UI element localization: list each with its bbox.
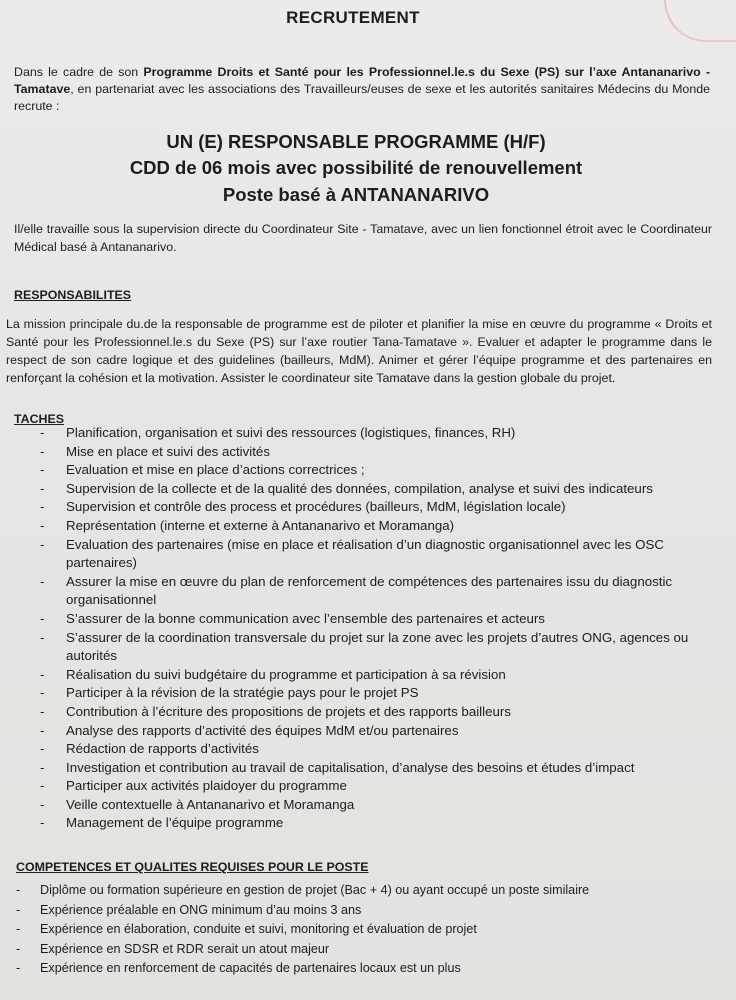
dash-bullet: - [40,815,45,831]
intro-part2: , en partenariat avec les associations des Travailleurs/euses de sexe et les autorités sanitaires Médecins du Monde recrute : [14,82,710,113]
dash-bullet: - [16,902,21,917]
page-title: RECRUTEMENT [286,8,420,27]
dash-bullet: - [40,425,45,440]
list-item: - Evaluation et mise en place d’actions correctrices ; [0,461,716,480]
list-item: - Planification, organisation et suivi des ressources (logistiques, finances, RH) [0,424,716,443]
dash-bullet: - [40,685,45,701]
list-item: - Participer à la révision de la stratégie pays pour le projet PS [0,684,716,703]
taches-heading: TACHES [14,412,65,426]
list-item: - Diplôme ou formation supérieure en gestion de projet (Bac + 4) ou ayant occupé un poste similaire [0,881,720,901]
dash-bullet: - [16,941,21,956]
dash-bullet: - [40,443,45,459]
list-item: - Assurer la mise en œuvre du plan de renforcement de compétences des partenaires issu du diagnostic organisationnel [40,573,673,608]
dash-bullet: - [40,573,45,589]
list-item: - Mise en place et suivi des activités [0,443,716,462]
headline-location: Poste basé à ANTANANARIVO [222,184,490,205]
dash-bullet: - [40,480,45,496]
list-item: - Expérience en renforcement de capacités de partenaires locaux est un plus [0,959,720,979]
competences-heading: COMPETENCES ET QUALITES REQUISES POUR LE POSTE [16,860,369,874]
list-item: - Expérience en élaboration, conduite et suivi, monitoring et évaluation de projet [0,920,720,940]
dash-bullet: - [40,759,45,775]
list-item: - Management de l’équipe programme [0,814,716,833]
supervision-paragraph: Il/elle travaille sous la supervision directe du Coordinateur Site - Tamatave, avec un lien fonctionnel étroit avec le Coordinateur Médical basé à Antananarivo. [14,222,712,254]
dash-bullet: - [16,883,21,897]
intro-program-name: Programme Droits et Santé pour les Professionnel.le.s du Sexe (PS) sur l’axe Antananarivo - Tamatave [14,65,710,96]
list-item: - Contribution à l’écriture des propositions de projets et des rapports bailleurs [0,703,716,722]
list-item: - Rédaction de rapports d’activités [0,740,716,759]
dash-bullet: - [40,629,45,645]
list-item: - S’assurer de la coordination transversale du projet sur la zone avec les projets d’autres ONG, agences ou autorités [40,629,689,664]
list-item: - Investigation et contribution au travail de capitalisation, d’analyse des besoins et études d’impact [0,759,716,778]
dash-bullet: - [40,741,45,757]
dash-bullet: - [40,722,45,738]
list-item: - Supervision de la collecte et de la qualité des données, compilation, analyse et suivi des indicateurs [0,480,716,499]
list-item: - Participer aux activités plaidoyer du programme [0,777,716,796]
list-item: - Evaluation des partenaires (mise en place et réalisation d’un diagnostic organisationnel avec les OSC partenaires) [40,536,664,571]
list-item: - S’assurer de la bonne communication avec l’ensemble des partenaires et acteurs [0,610,716,629]
headline-position: UN (E) RESPONSABLE PROGRAMME (H/F) [166,131,546,152]
dash-bullet: - [40,536,45,552]
dash-bullet: - [40,610,45,626]
list-item: - Expérience préalable en ONG minimum d’au moins 3 ans [0,901,720,921]
dash-bullet: - [40,778,45,794]
dash-bullet: - [40,462,45,478]
list-item: - Réalisation du suivi budgétaire du programme et participation à sa révision [0,666,716,685]
intro-part1: Dans le cadre de son [14,65,144,79]
list-item: - Analyse des rapports d’activité des équipes MdM et/ou partenaires [0,722,716,741]
dash-bullet: - [40,666,45,682]
list-item: - Veille contextuelle à Antananarivo et Moramanga [0,796,716,815]
list-item: - Supervision et contrôle des process et procédures (bailleurs, MdM, législation locale) [0,498,716,517]
taches-list [0,424,736,833]
list-item: - Représentation (interne et externe à Antananarivo et Moramanga) [0,517,716,536]
intro-paragraph [14,64,710,115]
competences-list [0,881,736,979]
responsabilites-paragraph: La mission principale du.de la responsable de programme est de piloter et planifier la mise en œuvre du programme « Droits et Santé pour les Professionnel.le.s du Sexe (PS) sur l’axe routier Tana-Tamatave ». Evaluer et adapter le programme dans le respect de son cadre logique et des guidelines (bailleurs, MdM). Animer et gérer l’équipe programme et des partenaires en renforçant la cohésion et la motivation. Assister le coordinateur site Tamatave dans la gestion globale du projet. [6,317,712,385]
dash-bullet: - [40,703,45,719]
dash-bullet: - [16,922,21,937]
dash-bullet: - [40,796,45,812]
dash-bullet: - [40,499,45,515]
responsabilites-heading: RESPONSABILITES [14,288,132,302]
dash-bullet: - [16,961,21,976]
headline-contract: CDD de 06 mois avec possibilité de renouvellement [129,157,583,178]
dash-bullet: - [40,517,45,533]
list-item: - Expérience en SDSR et RDR serait un atout majeur [0,940,720,960]
